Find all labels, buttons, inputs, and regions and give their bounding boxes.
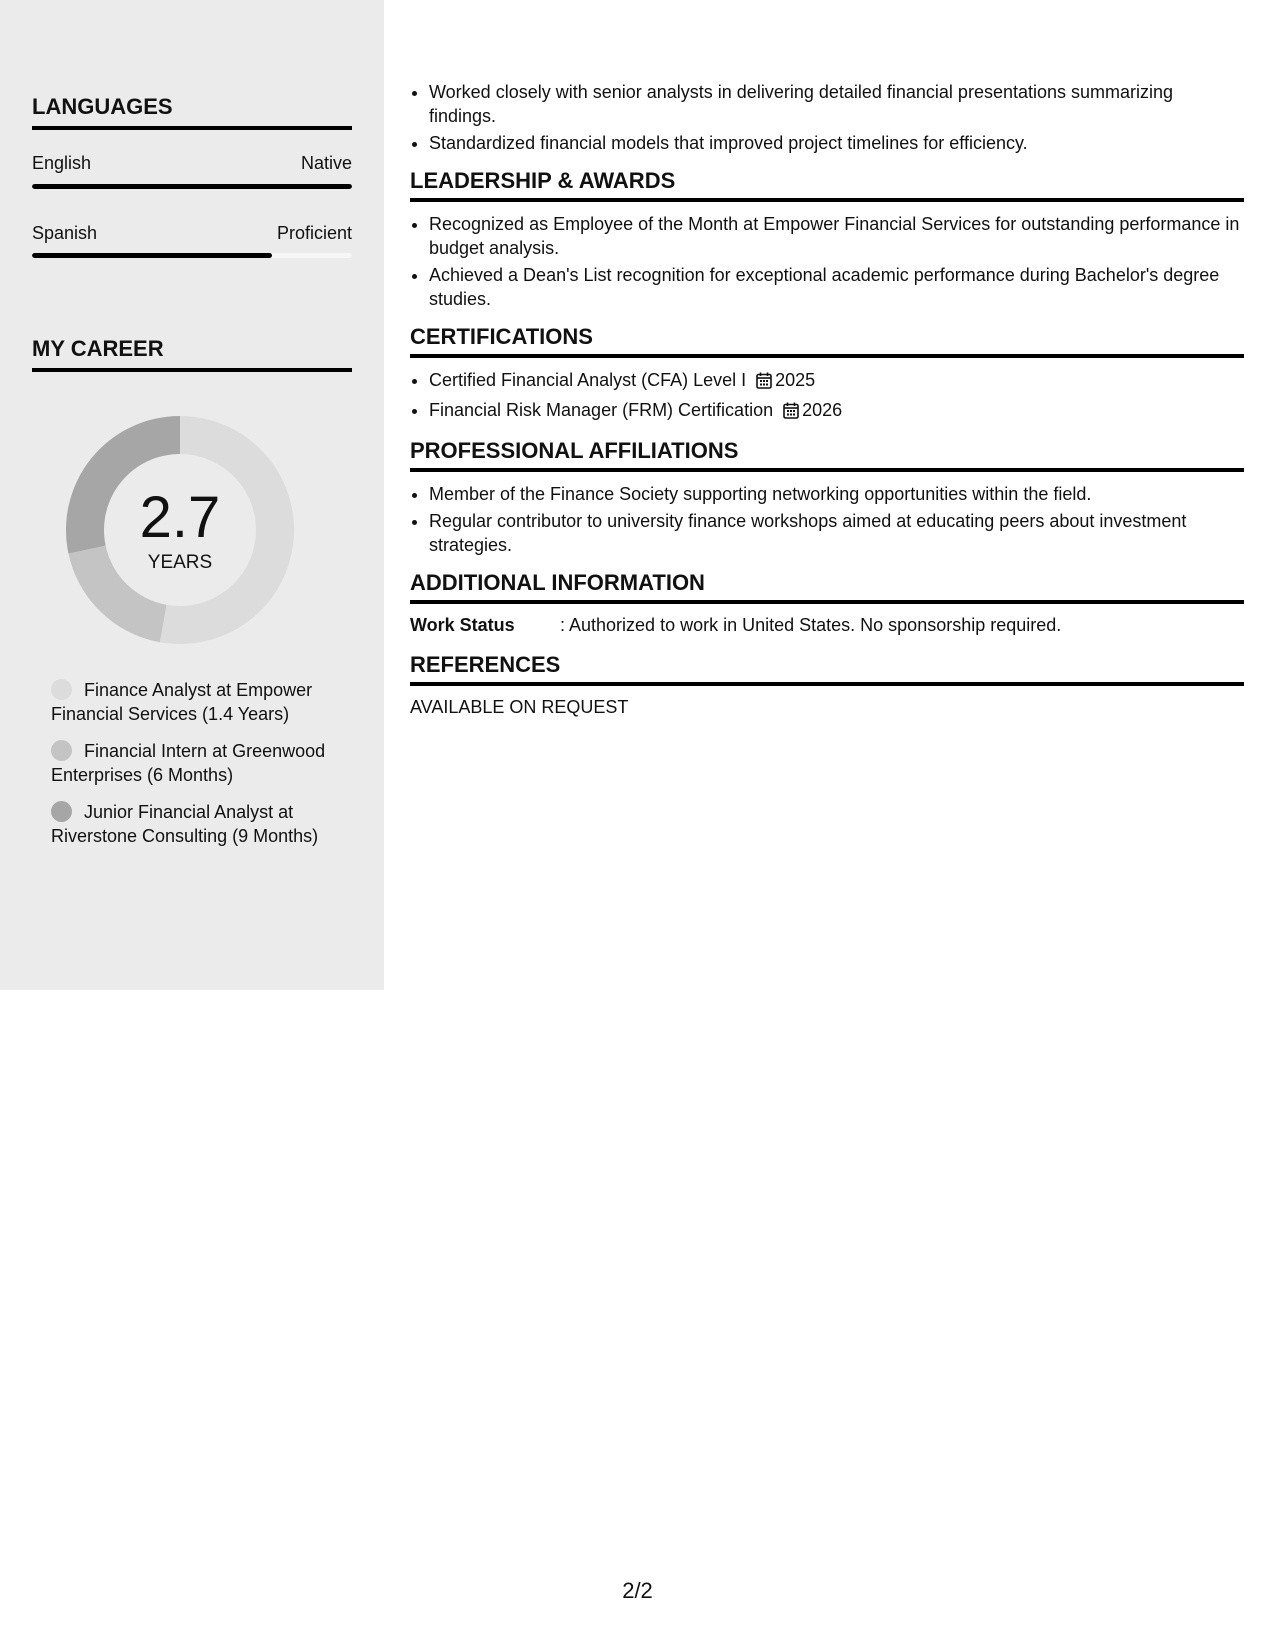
career-legend-item	[51, 678, 341, 726]
career-title: MY CAREER	[32, 336, 352, 372]
language-level: Native	[300, 153, 352, 173]
main-content	[410, 80, 1244, 718]
list-item: • Regular contributor to university finance workshops aimed at educating peers about investment strategies.	[429, 509, 1244, 557]
career-entry-label: Finance Analyst at Empower Financial Services (1.4 Years)	[51, 680, 313, 724]
section-title: ADDITIONAL INFORMATION	[410, 570, 1244, 604]
certification-year: 2026	[802, 400, 843, 420]
section-title: REFERENCES	[410, 652, 1244, 686]
list-item: • Standardized financial models that improved project timelines for efficiency.	[429, 131, 1244, 155]
leadership-list	[410, 212, 1244, 311]
language-level: Proficient	[276, 223, 352, 243]
career-entry-label: Junior Financial Analyst at Riverstone Consulting (9 Months)	[51, 802, 319, 846]
certification-name: Certified Financial Analyst (CFA) Level I	[429, 370, 747, 390]
section-title: LEADERSHIP & AWARDS	[410, 168, 1244, 202]
list-item: • Achieved a Dean's List recognition for exceptional academic performance during Bachelor's degree studies.	[429, 263, 1244, 311]
language-name: Spanish	[32, 223, 98, 243]
calendar-icon	[783, 401, 799, 425]
experience-bullets	[410, 80, 1244, 155]
language-name: English	[32, 153, 92, 173]
career-total-unit: YEARS	[147, 552, 213, 573]
languages-title: LANGUAGES	[32, 94, 352, 130]
references-text: AVAILABLE ON REQUEST	[410, 697, 629, 717]
list-item: • Member of the Finance Society supporting networking opportunities within the field.	[429, 482, 1244, 506]
career-entry-label: Financial Intern at Greenwood Enterprises (6 Months)	[51, 741, 326, 785]
career-total-value: 2.7	[139, 485, 221, 550]
language-row-spanish	[32, 222, 352, 244]
language-bar-fill	[32, 184, 352, 189]
list-item: • Worked closely with senior analysts in delivering detailed financial presentations summarizing findings.	[429, 80, 1244, 128]
leadership-section	[410, 168, 1244, 311]
language-row-english	[32, 152, 352, 174]
legend-dot	[51, 740, 72, 761]
certification-year-wrap	[783, 400, 842, 420]
additional-info-section	[410, 570, 1244, 636]
section-title: PROFESSIONAL AFFILIATIONS	[410, 438, 1244, 472]
language-bar-spanish	[32, 253, 352, 258]
certifications-list	[410, 368, 1244, 425]
career-legend-item	[51, 739, 341, 787]
career-legend-item	[51, 800, 341, 848]
legend-dot	[51, 679, 72, 700]
certification-item	[429, 368, 1244, 395]
calendar-icon	[756, 371, 772, 395]
section-title: CERTIFICATIONS	[410, 324, 1244, 358]
work-status-value: : Authorized to work in United States. No sponsorship required.	[560, 615, 1062, 635]
work-status-row	[410, 614, 1244, 636]
list-item: • Recognized as Employee of the Month at Empower Financial Services for outstanding performance in budget analysis.	[429, 212, 1244, 260]
certification-year: 2025	[775, 370, 816, 390]
page-number: 2/2	[622, 1578, 653, 1603]
language-bar-fill	[32, 253, 272, 258]
affiliations-section	[410, 438, 1244, 557]
language-bar-english	[32, 184, 352, 189]
career-legend	[51, 678, 341, 861]
references-section	[410, 652, 1244, 718]
work-status-label: Work Status	[410, 615, 515, 635]
certification-year-wrap	[756, 370, 815, 390]
sidebar	[0, 0, 384, 990]
affiliations-list	[410, 482, 1244, 557]
career-donut-chart	[66, 416, 294, 644]
certifications-section	[410, 324, 1244, 425]
certification-name: Financial Risk Manager (FRM) Certification	[429, 400, 774, 420]
legend-dot	[51, 801, 72, 822]
certification-item	[429, 398, 1244, 425]
